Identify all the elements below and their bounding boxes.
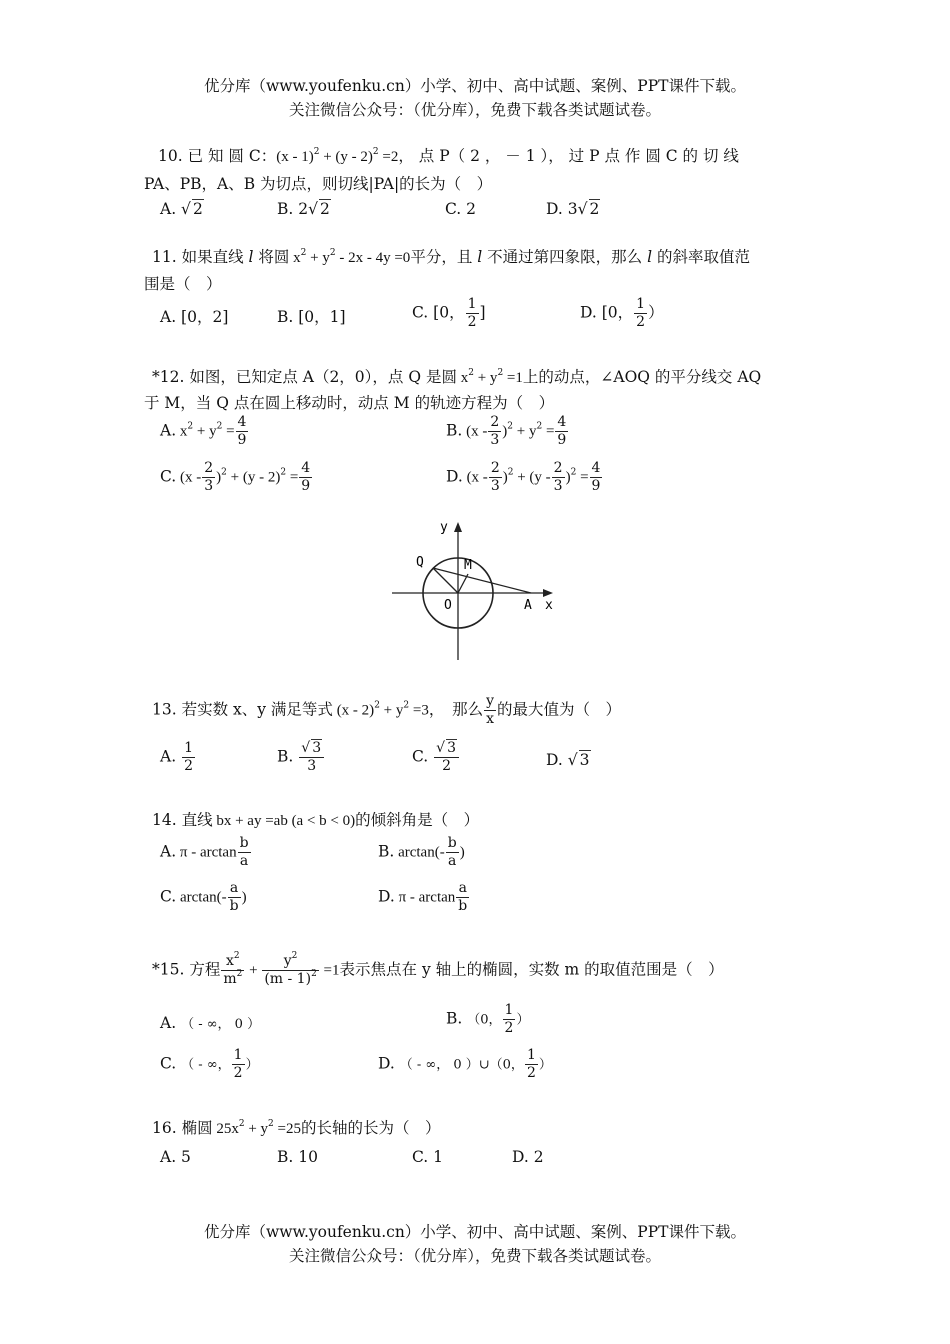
- q15-option-d: D. （ - ∞， 0 ）∪（0， $\frac{1}{2}$ ）: [378, 1047, 552, 1081]
- q16-option-d: D. 2: [512, 1148, 544, 1166]
- q10-option-b: B. 2√ 2: [277, 200, 330, 218]
- label-o: O: [444, 598, 452, 613]
- q12-option-c: C. (x - $\frac{2}{3}$ )$^2$ + (y - 2)$^2$ = $\frac{4}{9}$: [160, 460, 311, 494]
- q16-option-a: A. 5: [160, 1148, 191, 1166]
- label-a: A: [524, 598, 532, 613]
- q14-stem: 14. 直线 bx + ay =ab (a < b < 0)的倾斜角是（ ）: [152, 811, 480, 829]
- q11-stem: 11. 如果直线 l 将圆 $x^2 + y^2 - 2x - 4y =0$平分，且 l 不通过第四象限，那么 l 的斜率取值范: [152, 248, 750, 266]
- footer-line-2: 关注微信公众号：（优分库），免费下载各类试题试卷。: [288, 1247, 661, 1265]
- footer-line-1: 优分库（www.youfenku.cn）小学、初中、高中试题、案例、PPT课件下载。: [203, 1223, 747, 1241]
- q15-option-a: A. （ - ∞， 0 ）: [160, 1014, 261, 1032]
- q12-stem-line-2: 于 M，当 Q 点在圆上移动时，动点 M 的轨迹方程为（ ）: [144, 394, 555, 412]
- q14-option-a: A. π - arctan $\frac{b}{a}$: [160, 835, 249, 869]
- q11-option-c: C. [0， $\frac{1}{2}$ ]: [412, 296, 486, 330]
- q13-option-a: A. $\frac{1}{2}$: [160, 740, 193, 774]
- q10-stem-line-2: PA、PB，A、B 为切点，则切线|PA|的长为（ ）: [144, 175, 493, 193]
- label-m: M: [464, 558, 472, 573]
- header-line-1: 优分库（www.youfenku.cn）小学、初中、高中试题、案例、PPT课件下载。: [203, 77, 747, 95]
- q15-option-b: B. （0， $\frac{1}{2}$ ）: [446, 1002, 530, 1036]
- q12-option-a: A. $x^2 + y^2$ = $\frac{4}{9}$: [160, 414, 247, 448]
- q13-stem: 13. 若实数 x、y 满足等式 $(x - 2)^2 + y^2 =3$， 那么 $\frac{y}{x}$ 的最大值为（ ）: [152, 693, 622, 727]
- q15-stem: *15. 方程 $\frac{x^2}{m^2}$ + $\frac{y^2}{(m - 1)^2}$ =1表示焦点在 y 轴上的椭圆，实数 m 的取值范围是（ ）: [152, 951, 724, 987]
- q13-option-d: D. √ 3: [546, 751, 590, 769]
- q16-stem: 16. 椭圆 $25x^2 + y^2 =25$的长轴的长为（ ）: [152, 1119, 441, 1137]
- segment-om: [458, 574, 468, 593]
- q14-option-b: B. arctan(- $\frac{b}{a}$ ): [378, 835, 465, 869]
- q11-option-a: A. [0，2]: [160, 308, 229, 326]
- label-y: y: [440, 520, 448, 535]
- q13-option-b: B. $\frac{√ 3}{3}$: [277, 740, 325, 775]
- q10-stem: 10. 已 知 圆 C：(x - 1)$^2$ + (y - 2)$^2$ =2， 点 P（ 2 ， － 1 ）， 过 P 点 作 圆 C 的 切 线: [158, 147, 739, 165]
- q10-option-d: D. 3√ 2: [546, 200, 600, 218]
- q13-option-c: C. $\frac{√ 3}{2}$: [412, 740, 460, 775]
- q12-option-b: B. (x - $\frac{2}{3}$ )$^2 + y^2$ = $\frac{4}{9}$: [446, 414, 567, 448]
- header-line-2: 关注微信公众号：（优分库），免费下载各类试题试卷。: [288, 101, 661, 119]
- q16-option-b: B. 10: [277, 1148, 318, 1166]
- q14-option-c: C. arctan(- $\frac{a}{b}$ ): [160, 880, 247, 914]
- x-axis-arrow: [543, 589, 553, 597]
- q15-option-c: C. （ - ∞， $\frac{1}{2}$ ）: [160, 1047, 259, 1081]
- q12-stem: *12. 如图，已知定点 A（2，0），点 Q 是圆 $x^2 + y^2 =1$上的动点，∠AOQ 的平分线交 AQ: [152, 368, 762, 386]
- q10-option-c: C. 2: [445, 200, 477, 218]
- label-q: Q: [416, 555, 424, 570]
- y-axis-arrow: [454, 522, 462, 532]
- q11-option-b: B. [0，1]: [277, 308, 346, 326]
- label-x: x: [545, 598, 553, 613]
- q16-option-c: C. 1: [412, 1148, 444, 1166]
- q10-option-a: A. √ 2: [160, 200, 203, 218]
- q11-option-d: D. [0， $\frac{1}{2}$ ）: [580, 296, 664, 330]
- q11-stem-line-2: 围是（ ）: [144, 275, 222, 293]
- q12-option-d: D. (x - $\frac{2}{3}$ )$^2$ + (y - $\frac{2}{3}$ )$^2$ = $\frac{4}{9}$: [446, 460, 601, 494]
- q14-option-d: D. π - arctan $\frac{a}{b}$: [378, 880, 468, 914]
- circle-figure: [388, 517, 560, 663]
- segment-qa: [433, 568, 531, 593]
